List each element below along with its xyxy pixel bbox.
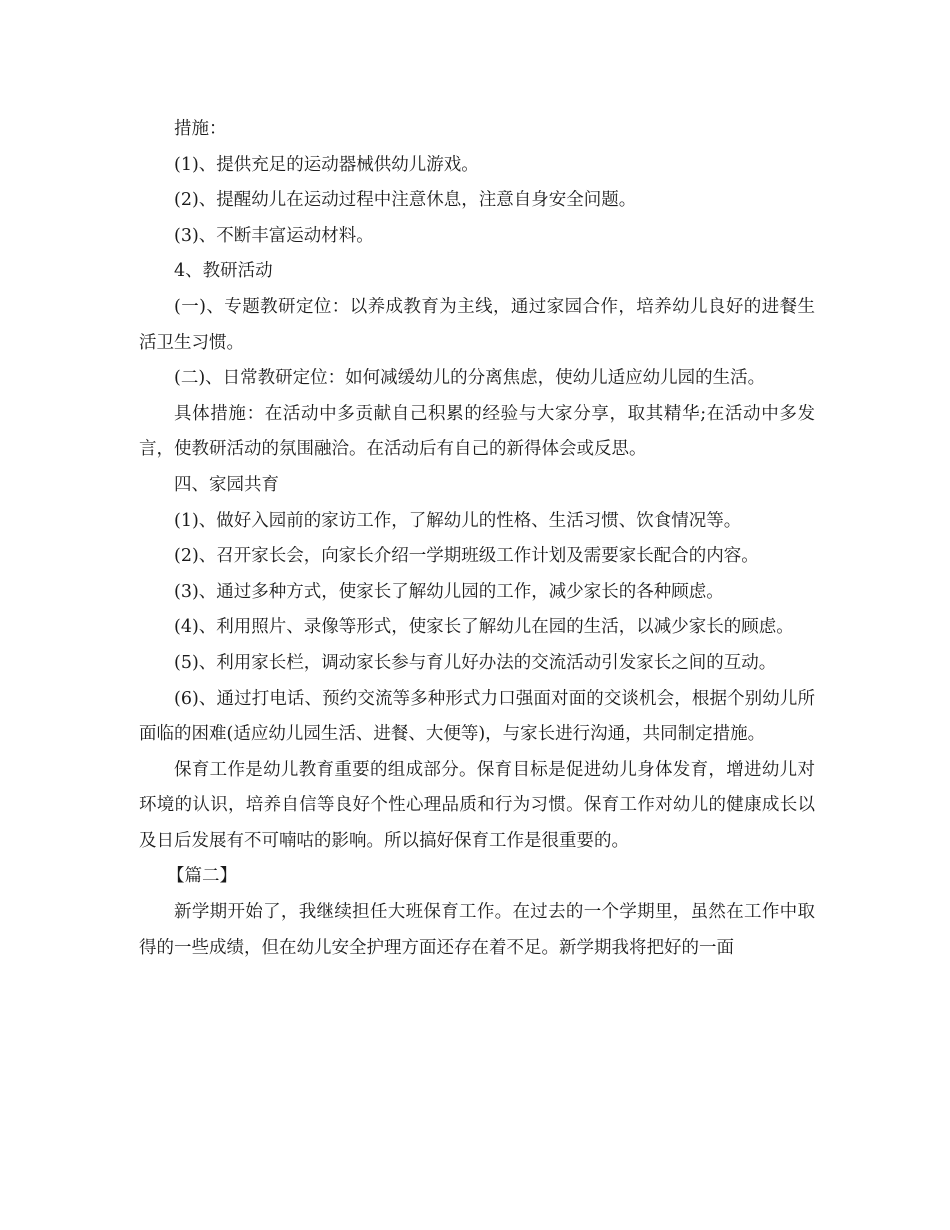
paragraph-home-5: (5)、利用家长栏，调动家长参与育儿好办法的交流活动引发家长之间的互动。	[174, 652, 777, 673]
section-heading-home-school: 四、家园共育	[174, 474, 279, 495]
paragraph-home-1: (1)、做好入园前的家访工作，了解幼儿的性格、生活习惯、饮食情况等。	[174, 510, 742, 531]
paragraph-home-4: (4)、利用照片、录像等形式，使家长了解幼儿在园的生活，以减少家长的顾虑。	[174, 617, 794, 638]
paragraph-care-summary: 保育工作是幼儿教育重要的组成部分。保育目标是促进幼儿身体发育，增进幼儿对环境的认识，培养自信等良好个性心理品质和行为习惯。保育工作对幼儿的健康成长以及日后发展有不可喃咕的影响。所以搞好保育工作是很重要的。	[139, 759, 815, 851]
paragraph-home-2: (2)、召开家长会，向家长介绍一学期班级工作计划及需要家长配合的内容。	[174, 546, 759, 567]
paragraph-specific-measures: 具体措施：在活动中多贡献自己积累的经验与大家分享，取其精华;在活动中多发言，使教研活动的氛围融洽。在活动后有自己的新得体会或反思。	[139, 403, 815, 460]
paragraph-home-3: (3)、通过多种方式，使家长了解幼儿园的工作，减少家长的各种顾虑。	[174, 581, 724, 602]
section-heading-part-two: 【篇二】	[167, 866, 237, 887]
paragraph-measure-2: (2)、提醒幼儿在运动过程中注意休息，注意自身安全问题。	[174, 190, 637, 211]
paragraph-research-daily: (二)、日常教研定位：如何减缓幼儿的分离焦虑，使幼儿适应幼儿园的生活。	[174, 368, 766, 389]
paragraph-measure-1: (1)、提供充足的运动器械供幼儿游戏。	[174, 154, 479, 175]
document-body	[139, 112, 815, 966]
paragraph-new-semester: 新学期开始了，我继续担任大班保育工作。在过去的一个学期里，虽然在工作中取得的一些成绩，但在幼儿安全护理方面还存在着不足。新学期我将把好的一面	[139, 902, 815, 958]
paragraph-measures-label: 措施：	[174, 119, 227, 139]
paragraph-research-topic: (一)、专题教研定位：以养成教育为主线，通过家园合作，培养幼儿良好的进餐生活卫生习惯。	[139, 296, 815, 353]
paragraph-measure-3: (3)、不断丰富运动材料。	[174, 225, 374, 246]
paragraph-home-6: (6)、通过打电话、预约交流等多种形式力口强面对面的交谈机会，根据个别幼儿所面临的困难(适应幼儿园生活、进餐、大便等)，与家长进行沟通，共同制定措施。	[139, 688, 815, 745]
section-heading-teaching-research: 4、教研活动	[174, 261, 273, 282]
